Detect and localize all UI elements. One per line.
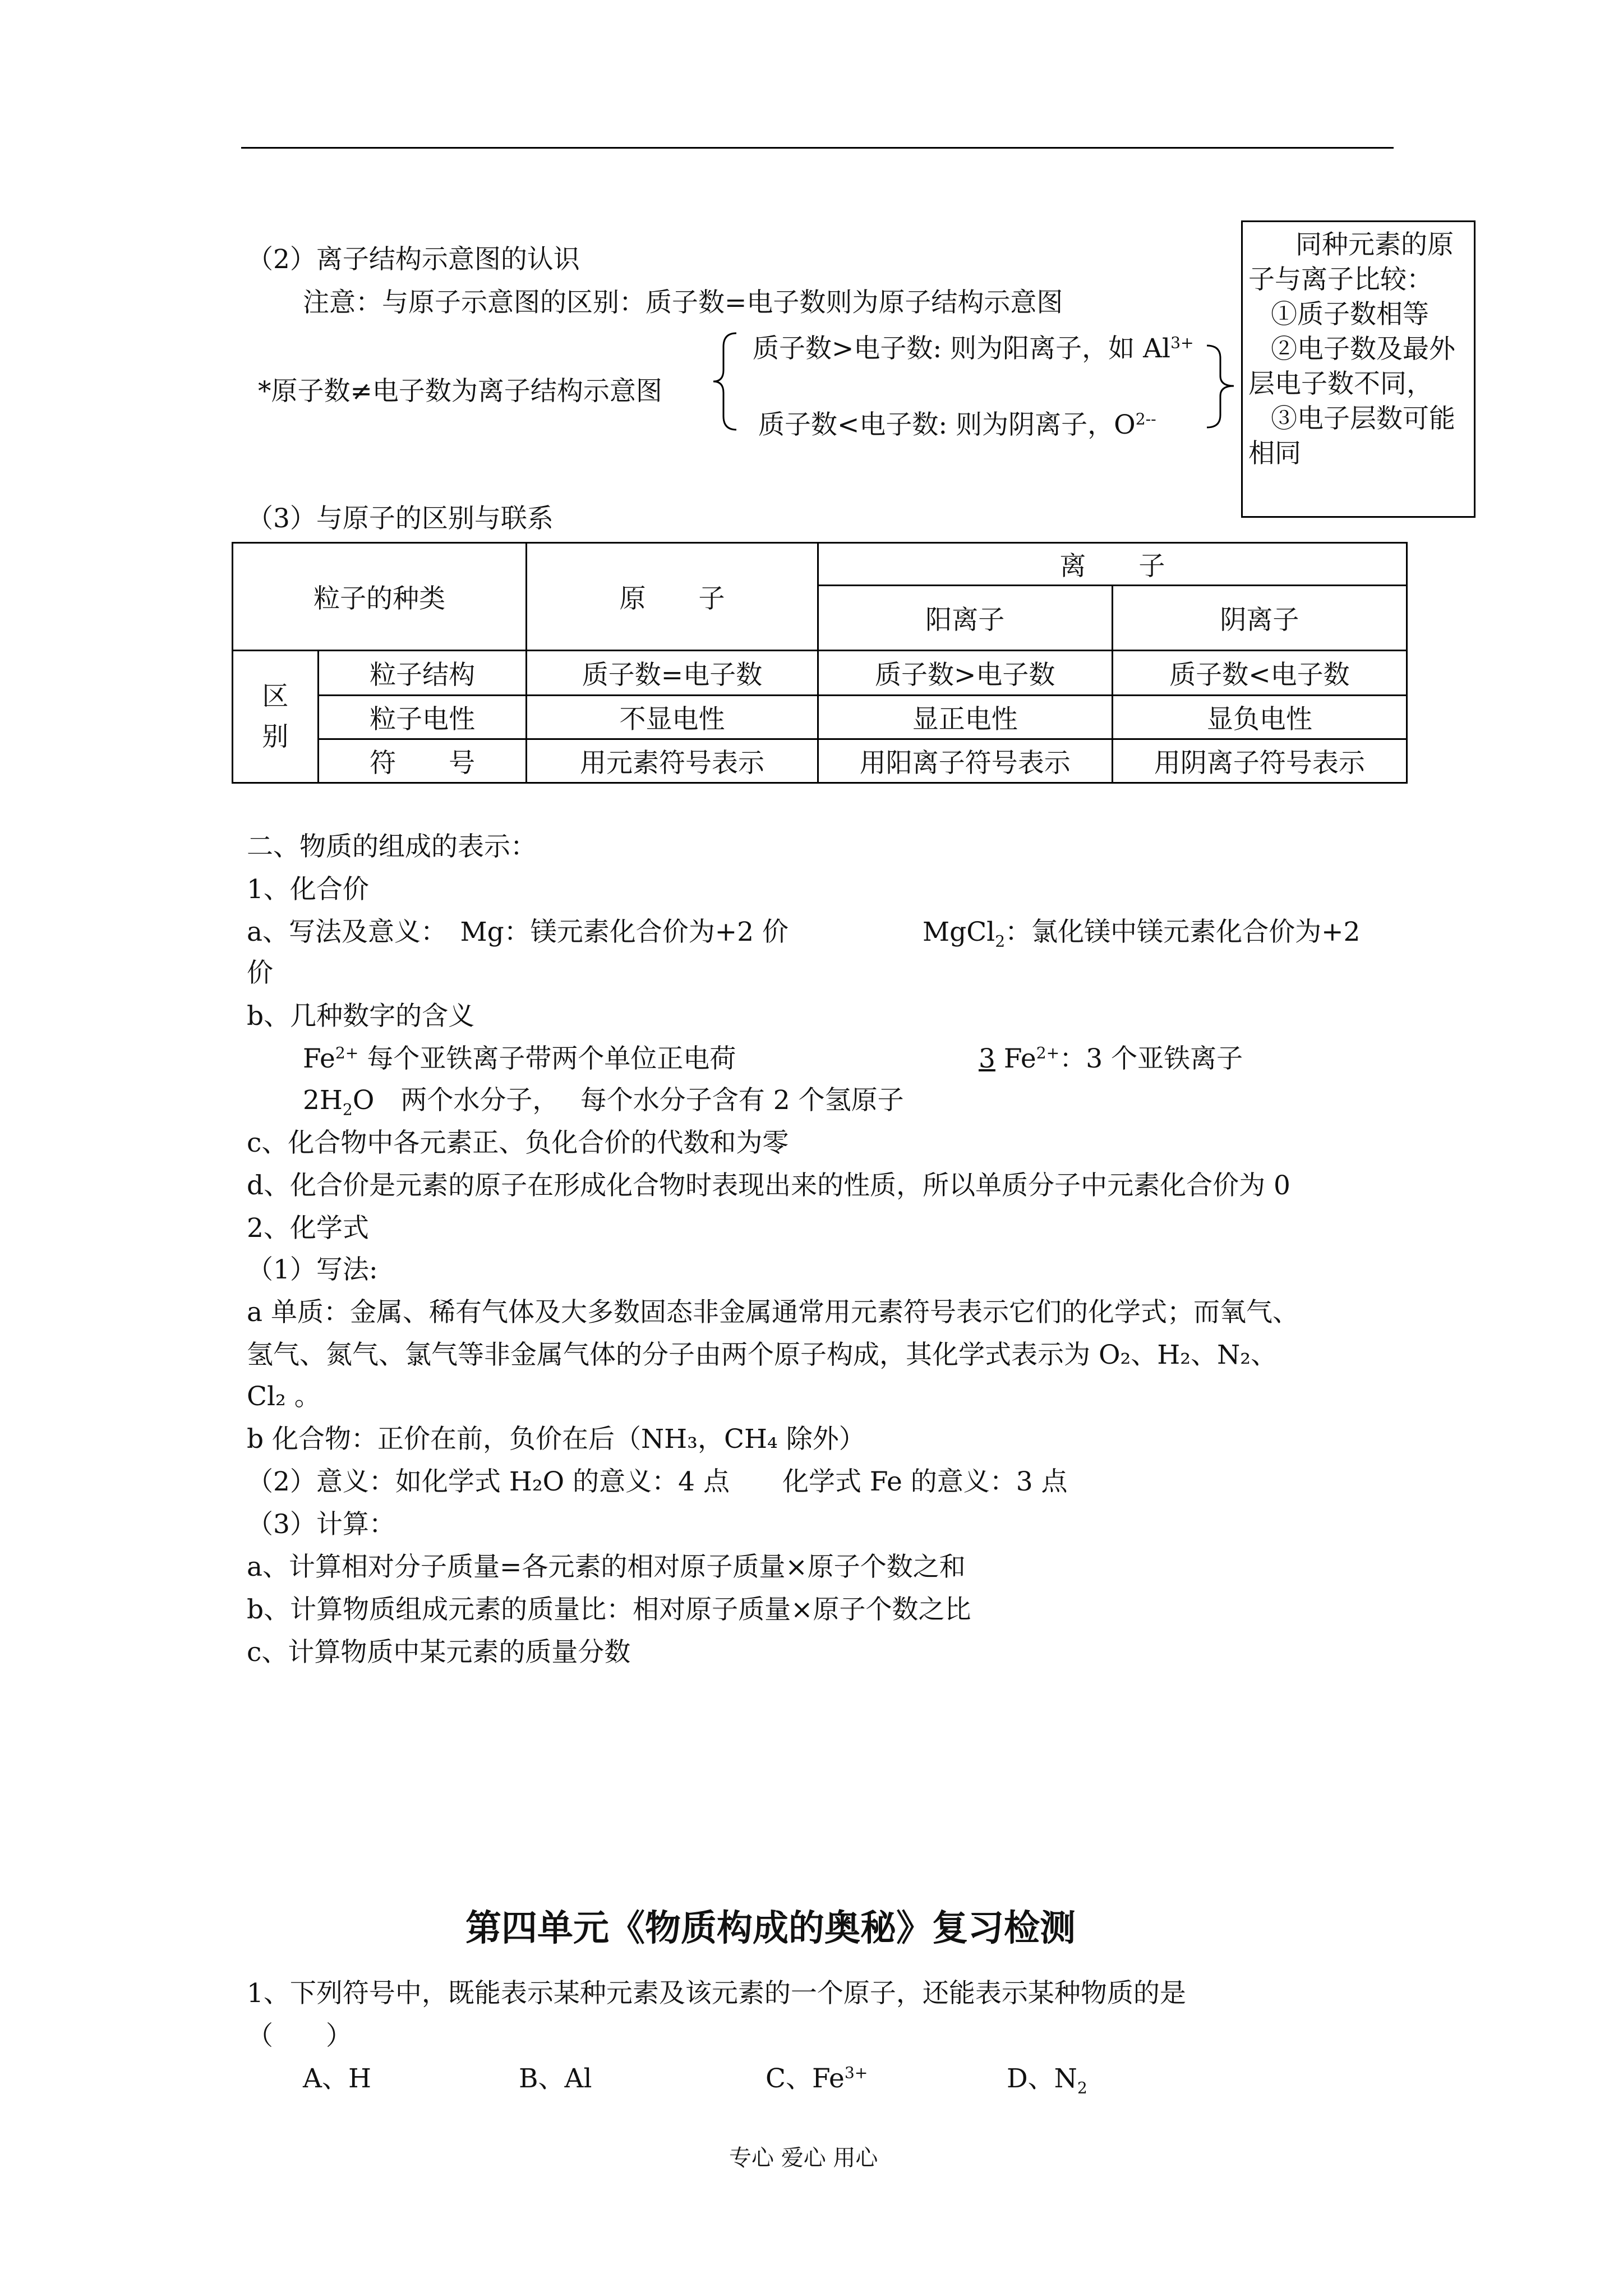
- box-line: 层电子数不同，: [1248, 369, 1433, 399]
- calc-c-line: c、计算物质中某元素的质量分数: [247, 1637, 631, 1668]
- valence-d-line: d、化合价是元素的原子在形成化合物时表现出来的性质，所以单质分子中元素化合价为 0: [247, 1170, 1290, 1201]
- question-1: 1、下列符号中，既能表示某种元素及该元素的一个原子，还能表示某种物质的是: [247, 1978, 1186, 2009]
- valence-a-tail: 价: [247, 958, 273, 988]
- table-cell: 显正电性: [818, 696, 1112, 739]
- calc-heading: （3）计算：: [247, 1509, 395, 1540]
- box-line: 相同: [1248, 438, 1301, 469]
- option-c: [766, 2062, 868, 2096]
- option-d-text: D、N: [1007, 2063, 1077, 2094]
- table-cell: 用元素符号表示: [527, 739, 818, 783]
- table-cell: 不显电性: [527, 696, 818, 739]
- fe-meaning: 每个亚铁离子带两个单位正电荷: [358, 1043, 736, 1074]
- meaning-line: （2）意义：如化学式 H₂O 的意义：4 点 化学式 Fe 的意义：3 点: [247, 1466, 1068, 1497]
- brace-bottom-text: 质子数<电子数: 则为阴离子，O: [758, 409, 1136, 440]
- h2o-line: [303, 1084, 904, 1117]
- fe-right-meaning: ：3 个亚铁离子: [1059, 1043, 1243, 1074]
- mgcl2-text: MgCl: [923, 917, 995, 947]
- fe-left: [303, 1042, 736, 1076]
- header-cation: 阳离子: [818, 586, 1112, 651]
- header-rule: [241, 147, 1394, 149]
- calc-b-line: b、计算物质组成元素的质量比：相对原子质量×原子个数之比: [247, 1594, 971, 1625]
- formula-heading: 2、化学式: [247, 1213, 369, 1244]
- mgcl2-post: ：氯化镁中镁元素化合价为+2: [1005, 917, 1361, 947]
- section-3-heading: （3）与原子的区别与联系: [247, 503, 554, 534]
- row-label: 粒子结构: [318, 651, 527, 696]
- fe-right-text: Fe: [995, 1043, 1036, 1074]
- option-d: [1007, 2062, 1087, 2096]
- header-ion: 离 子: [818, 543, 1407, 586]
- valence-heading: 1、化合价: [247, 874, 369, 905]
- page-footer: 专心 爱心 用心: [729, 2145, 878, 2171]
- box-line: ①质子数相等: [1271, 299, 1429, 330]
- table-cell: 显负电性: [1112, 696, 1407, 739]
- brace-bottom-sup: 2--: [1135, 409, 1156, 429]
- part2-heading: 二、物质的组成的表示：: [247, 831, 537, 862]
- brace-top-line: [753, 332, 1194, 366]
- option-b: B、Al: [519, 2063, 592, 2094]
- header-kind: 粒子的种类: [233, 543, 527, 651]
- fe-sup: 2+: [335, 1043, 359, 1062]
- option-c-sup: 3+: [844, 2063, 868, 2082]
- note-line: 注意：与原子示意图的区别：质子数=电子数则为原子结构示意图: [303, 287, 1063, 318]
- option-c-text: C、Fe: [766, 2063, 845, 2094]
- comparison-box: [1241, 220, 1476, 518]
- table-cell: 质子数>电子数: [818, 651, 1112, 696]
- section-2-heading: （2）离子结构示意图的认识: [247, 244, 580, 275]
- question-1-paren: （ ）: [247, 2021, 352, 2051]
- left-brace: [711, 331, 739, 432]
- row-label: 粒子电性: [318, 696, 527, 739]
- fe-right-sup: 2+: [1036, 1043, 1060, 1062]
- box-line: ③电子层数可能: [1271, 403, 1455, 434]
- writing-a-line-3: Cl₂ 。: [247, 1381, 321, 1412]
- brace-top-text: 质子数>电子数: 则为阳离子，如 Al: [753, 333, 1171, 364]
- h2o-meaning: O 两个水分子， 每个水分子含有 2 个氢原子: [352, 1085, 904, 1116]
- brace-left-text: *原子数≠电子数为离子结构示意图: [258, 376, 662, 407]
- table-cell: 用阳离子符号表示: [818, 739, 1112, 783]
- table-cell: 用阴离子符号表示: [1112, 739, 1407, 783]
- valence-b-line: b、几种数字的含义: [247, 1001, 475, 1032]
- row-label: 符 号: [318, 739, 527, 783]
- option-a: A、H: [303, 2063, 371, 2094]
- group-label: 区 别: [233, 651, 319, 783]
- mgcl2-sub: 2: [995, 932, 1006, 951]
- header-atom: 原 子: [527, 543, 818, 651]
- fe-coefficient: 3: [979, 1043, 995, 1074]
- comparison-table: [232, 542, 1408, 784]
- writing-a-line-1: a 单质：金属、稀有气体及大多数固态非金属通常用元素符号表示它们的化学式；而氧气、: [247, 1297, 1299, 1328]
- h2o-sub: 2: [342, 1100, 353, 1119]
- brace-top-sup: 3+: [1170, 333, 1194, 352]
- valence-a-line: a、写法及意义： Mg：镁元素化合价为+2 价: [247, 917, 789, 947]
- header-anion: 阴离子: [1112, 586, 1407, 651]
- writing-a-line-2: 氢气、氮气、氯气等非金属气体的分子由两个原子构成，其化学式表示为 O₂、H₂、N₂、: [247, 1340, 1278, 1370]
- table-cell: 质子数=电子数: [527, 651, 818, 696]
- option-d-sub: 2: [1077, 2078, 1087, 2097]
- fe-text: Fe: [303, 1043, 335, 1074]
- brace-bottom-line: [758, 408, 1156, 442]
- box-line: ②电子数及最外: [1271, 334, 1455, 365]
- box-line: 子与离子比较：: [1248, 264, 1433, 295]
- h2o-text: 2H: [303, 1085, 343, 1116]
- valence-c-line: c、化合物中各元素正、负化合价的代数和为零: [247, 1128, 789, 1158]
- table-cell: 质子数<电子数: [1112, 651, 1407, 696]
- test-title: 第四单元《物质构成的奥秘》复习检测: [465, 1908, 1076, 1949]
- calc-a-line: a、计算相对分子质量=各元素的相对原子质量×原子个数之和: [247, 1552, 966, 1582]
- right-brace: [1205, 343, 1236, 430]
- writing-heading: （1）写法:: [247, 1254, 378, 1285]
- box-line: 同种元素的原: [1295, 229, 1454, 260]
- fe-right: [979, 1042, 1243, 1076]
- writing-b-line: b 化合物：正价在前，负价在后（NH₃，CH₄ 除外）: [247, 1424, 865, 1455]
- valence-a-mgcl2: [923, 915, 1360, 949]
